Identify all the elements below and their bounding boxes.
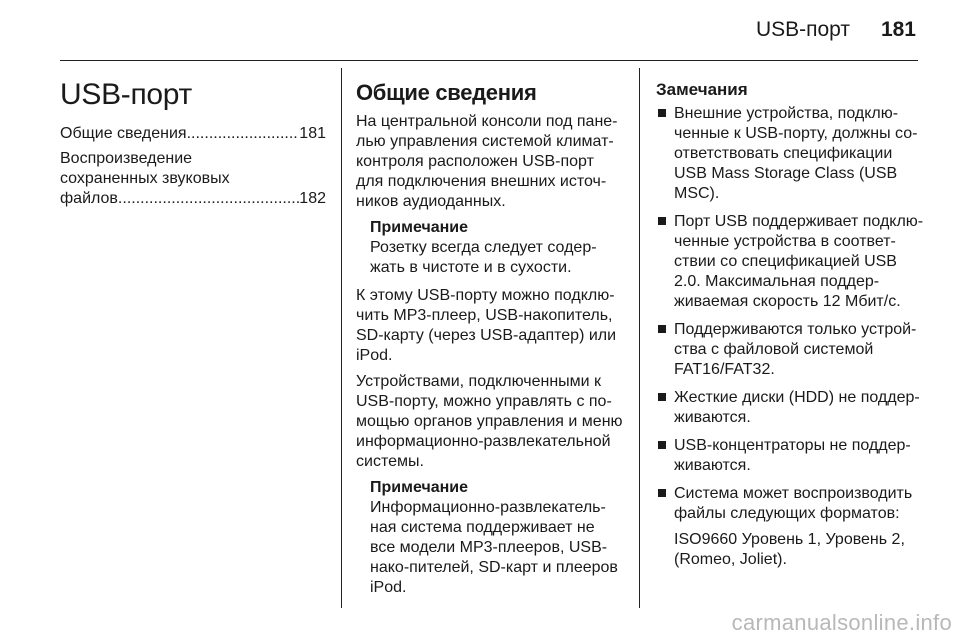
note-box <box>356 478 624 598</box>
list-item: Порт USB поддерживает подклю-ченные устройства в соответ-ствии со спецификацией USB 2.0. Максимальная поддер-живаемая скорость 12 Мбит/с. <box>656 212 926 312</box>
column-divider-2 <box>639 68 640 608</box>
section-heading: Общие сведения <box>356 80 537 105</box>
page-header <box>0 0 960 60</box>
note-title: Примечание <box>370 479 469 496</box>
toc-entry-general[interactable] <box>60 124 326 144</box>
toc-entry-label-line: Воспроизведение <box>60 150 193 167</box>
paragraph-devices: К этому USB-порту можно подклю-чить MP3-плеер, USB-накопитель, SD-карту (через USB-адаптер) или iPod. <box>356 287 617 364</box>
note-box <box>356 218 624 278</box>
watermark: carmanualsonline.info <box>731 610 952 635</box>
toc-entry-label: файлов <box>60 190 118 207</box>
column-divider-1 <box>341 68 342 608</box>
toc-entry-page: 181 <box>299 125 326 142</box>
toc-line <box>60 189 326 209</box>
remarks-heading: Замечания <box>656 80 748 99</box>
note-text: Розетку всегда следует содер-жать в чистоте и в сухости. <box>370 239 597 276</box>
toc-leader-dots <box>118 189 299 209</box>
note-title: Примечание <box>370 219 469 236</box>
toc-line <box>60 124 326 144</box>
toc-entry-label: Общие сведения <box>60 125 187 142</box>
list-item: Поддерживаются только устрой-ства с файловой системой FAT16/FAT32. <box>656 320 926 380</box>
toc-column <box>60 68 326 214</box>
formats-text: ISO9660 Уровень 1, Уровень 2, (Romeo, Joliet). <box>674 531 905 568</box>
toc-title: USB-порт <box>60 78 192 111</box>
header-divider <box>60 60 918 61</box>
toc-entry-playback[interactable] <box>60 149 326 209</box>
note-text: Информационно-развлекатель-ная система поддерживает не все модели MP3-плееров, USB-нако-пителей, SD-карт и плееров iPod. <box>370 499 618 596</box>
intro-paragraph: На центральной консоли под пане-лью управления системой климат-контроля расположен USB-порт для подключения внешних источ-ников аудиоданных. <box>356 113 618 210</box>
toc-leader-dots <box>187 124 300 144</box>
list-item: Система может воспроизводить файлы следующих форматов: <box>656 484 926 524</box>
main-column <box>356 68 624 606</box>
paragraph-control: Устройствами, подключенными к USB-порту, можно управлять с по-мощью органов управления и меню информационно-развлекательной системы. <box>356 373 623 470</box>
remarks-column <box>656 68 926 570</box>
toc-entry-page: 182 <box>299 190 326 207</box>
list-item: Внешние устройства, подклю-ченные к USB-порту, должны со-ответствовать спецификации USB Mass Storage Class (USB MSC). <box>656 104 926 204</box>
header-title: USB-порт <box>755 18 850 41</box>
list-item: Жесткие диски (HDD) не поддер-живаются. <box>656 388 926 428</box>
toc-entry-label-line: сохраненных звуковых <box>60 170 230 187</box>
list-item: USB-концентраторы не поддер-живаются. <box>656 436 926 476</box>
remarks-list <box>656 104 926 524</box>
page-number: 181 <box>880 18 916 41</box>
